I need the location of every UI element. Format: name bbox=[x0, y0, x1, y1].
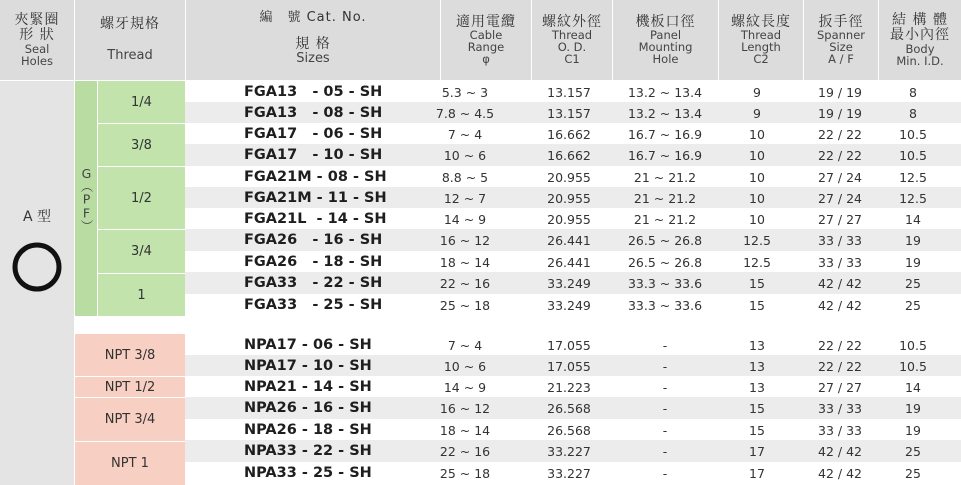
g-panel-value: 26.5 ~ 26.8 bbox=[627, 233, 703, 248]
g-cat-no: FGA21M - 11 - SH bbox=[244, 190, 387, 206]
g-len-value: 9 bbox=[753, 85, 761, 100]
npt-cable-value: 10 ~ 6 bbox=[443, 359, 487, 374]
g-panel-value: 33.3 ~ 33.6 bbox=[627, 276, 703, 291]
npt-cat-no: NPA33 - 25 - SH bbox=[244, 465, 372, 481]
g-body-value: 14 bbox=[905, 212, 921, 227]
npt-od-value: 33.227 bbox=[547, 444, 591, 459]
g-cat-no: FGA17 - 06 - SH bbox=[244, 126, 383, 142]
npt-spanner-value: 42 / 42 bbox=[818, 444, 862, 459]
g-cat-no: FGA13 - 05 - SH bbox=[244, 84, 383, 100]
g-thread-label: G（PF） bbox=[79, 166, 94, 231]
g-len-value: 10 bbox=[749, 191, 765, 206]
g-len-value: 12.5 bbox=[743, 255, 771, 270]
header-body-id: 結 構 體 最小內徑 Body Min. I.D. bbox=[879, 0, 961, 80]
seal-type-label: A 型 bbox=[22, 209, 52, 225]
npt-len-value: 17 bbox=[749, 444, 765, 459]
npt-spanner-value: 22 / 22 bbox=[818, 359, 862, 374]
npt-panel-value: - bbox=[662, 401, 668, 416]
g-cable-value: 7 ~ 4 bbox=[447, 127, 483, 142]
g-cable-value: 8.8 ~ 5 bbox=[441, 170, 489, 185]
g-panel-value: 26.5 ~ 26.8 bbox=[627, 255, 703, 270]
g-cat-no: FGA17 - 10 - SH bbox=[244, 147, 383, 163]
npt-cat-no: NPA33 - 22 - SH bbox=[244, 443, 372, 459]
npt-len-value: 15 bbox=[749, 423, 765, 438]
npt-spanner-value: 22 / 22 bbox=[818, 338, 862, 353]
npt-spanner-value: 42 / 42 bbox=[818, 466, 862, 481]
npt-body-value: 10.5 bbox=[899, 359, 927, 374]
npt-od-value: 17.055 bbox=[547, 338, 591, 353]
npt-cat-no: NPA21 - 14 - SH bbox=[244, 379, 372, 395]
npt-body-value: 25 bbox=[905, 444, 921, 459]
g-cable-value: 12 ~ 7 bbox=[443, 191, 487, 206]
npt-size-cell: NPT 1/2 bbox=[75, 377, 185, 397]
g-panel-value: 21 ~ 21.2 bbox=[633, 170, 697, 185]
g-panel-value: 16.7 ~ 16.9 bbox=[627, 148, 703, 163]
header-panel-hole: 機板口徑 Panel Mounting Hole bbox=[613, 0, 718, 80]
g-len-value: 10 bbox=[749, 170, 765, 185]
g-body-value: 12.5 bbox=[899, 170, 927, 185]
header-thread-length: 螺紋長度 Thread Length C2 bbox=[719, 0, 803, 80]
npt-cable-value: 18 ~ 14 bbox=[439, 423, 491, 438]
header-seal-holes: 夾緊圈 形 狀 Seal Holes bbox=[0, 0, 74, 80]
g-cable-value: 18 ~ 14 bbox=[439, 255, 491, 270]
g-od-value: 26.441 bbox=[547, 255, 591, 270]
header-cable-range: 適用電纜 Cable Range φ bbox=[441, 0, 531, 80]
g-len-value: 10 bbox=[749, 127, 765, 142]
npt-size-cell: NPT 3/8 bbox=[75, 334, 185, 376]
g-cat-no: FGA26 - 16 - SH bbox=[244, 232, 383, 248]
g-body-value: 10.5 bbox=[899, 148, 927, 163]
npt-len-value: 13 bbox=[749, 338, 765, 353]
npt-cat-no: NPA26 - 18 - SH bbox=[244, 422, 372, 438]
g-body-value: 8 bbox=[909, 106, 917, 121]
g-spanner-value: 19 / 19 bbox=[818, 85, 862, 100]
g-size-cell: 1 bbox=[98, 274, 185, 316]
npt-cat-no: NPA26 - 16 - SH bbox=[244, 400, 372, 416]
g-len-value: 9 bbox=[753, 106, 761, 121]
g-od-value: 13.157 bbox=[547, 106, 591, 121]
npt-cable-value: 16 ~ 12 bbox=[439, 401, 491, 416]
g-body-value: 10.5 bbox=[899, 127, 927, 142]
g-cat-no: FGA21M - 08 - SH bbox=[244, 169, 387, 185]
g-len-value: 12.5 bbox=[743, 233, 771, 248]
npt-cable-value: 7 ~ 4 bbox=[447, 338, 483, 353]
npt-cat-no: NPA17 - 10 - SH bbox=[244, 358, 372, 374]
npt-od-value: 26.568 bbox=[547, 401, 591, 416]
npt-len-value: 13 bbox=[749, 380, 765, 395]
header-thread: 螺牙規格 Thread bbox=[75, 0, 185, 80]
npt-od-value: 33.227 bbox=[547, 466, 591, 481]
npt-size-cell: NPT 1 bbox=[75, 442, 185, 485]
npt-panel-value: - bbox=[662, 423, 668, 438]
npt-size-cell: NPT 3/4 bbox=[75, 398, 185, 441]
g-panel-value: 21 ~ 21.2 bbox=[633, 212, 697, 227]
g-od-value: 33.249 bbox=[547, 298, 591, 313]
npt-len-value: 17 bbox=[749, 466, 765, 481]
g-spanner-value: 27 / 24 bbox=[818, 191, 862, 206]
g-cat-no: FGA21L - 14 - SH bbox=[244, 211, 387, 227]
g-cat-no: FGA26 - 18 - SH bbox=[244, 254, 383, 270]
g-len-value: 10 bbox=[749, 148, 765, 163]
g-cable-value: 25 ~ 18 bbox=[439, 298, 491, 313]
g-spanner-value: 33 / 33 bbox=[818, 233, 862, 248]
g-cable-value: 16 ~ 12 bbox=[439, 233, 491, 248]
g-len-value: 10 bbox=[749, 212, 765, 227]
g-cable-value: 22 ~ 16 bbox=[439, 276, 491, 291]
g-spanner-value: 22 / 22 bbox=[818, 127, 862, 142]
g-spanner-value: 27 / 27 bbox=[818, 212, 862, 227]
npt-body-value: 14 bbox=[905, 380, 921, 395]
g-body-value: 12.5 bbox=[899, 191, 927, 206]
g-size-cell: 1/4 bbox=[98, 81, 185, 123]
g-spanner-value: 22 / 22 bbox=[818, 148, 862, 163]
npt-len-value: 13 bbox=[749, 359, 765, 374]
g-od-value: 20.955 bbox=[547, 170, 591, 185]
g-od-value: 33.249 bbox=[547, 276, 591, 291]
npt-od-value: 17.055 bbox=[547, 359, 591, 374]
header-spanner: 扳手徑 Spanner Size A / F bbox=[804, 0, 878, 80]
g-size-cell: 1/2 bbox=[98, 167, 185, 229]
npt-body-value: 10.5 bbox=[899, 338, 927, 353]
npt-spanner-value: 27 / 27 bbox=[818, 380, 862, 395]
npt-cable-value: 14 ~ 9 bbox=[443, 380, 487, 395]
g-spanner-value: 19 / 19 bbox=[818, 106, 862, 121]
header-thread-od: 螺紋外徑 Thread O. D. C1 bbox=[532, 0, 612, 80]
npt-od-value: 21.223 bbox=[547, 380, 591, 395]
npt-cable-value: 25 ~ 18 bbox=[439, 466, 491, 481]
g-len-value: 15 bbox=[749, 298, 765, 313]
g-od-value: 20.955 bbox=[547, 212, 591, 227]
npt-panel-value: - bbox=[662, 338, 668, 353]
npt-panel-value: - bbox=[662, 380, 668, 395]
npt-cable-value: 22 ~ 16 bbox=[439, 444, 491, 459]
g-cable-value: 7.8 ~ 4.5 bbox=[435, 106, 495, 121]
g-body-value: 25 bbox=[905, 298, 921, 313]
seal-type-cell bbox=[0, 81, 74, 485]
o-ring-icon bbox=[10, 240, 64, 294]
npt-panel-value: - bbox=[662, 359, 668, 374]
g-body-value: 25 bbox=[905, 276, 921, 291]
g-spanner-value: 27 / 24 bbox=[818, 170, 862, 185]
g-size-cell: 3/4 bbox=[98, 230, 185, 273]
g-cat-no: FGA13 - 08 - SH bbox=[244, 105, 383, 121]
g-panel-value: 21 ~ 21.2 bbox=[633, 191, 697, 206]
g-len-value: 15 bbox=[749, 276, 765, 291]
npt-spanner-value: 33 / 33 bbox=[818, 423, 862, 438]
g-spanner-value: 42 / 42 bbox=[818, 276, 862, 291]
g-thread-cell bbox=[75, 81, 97, 316]
npt-body-value: 25 bbox=[905, 466, 921, 481]
g-cat-no: FGA33 - 25 - SH bbox=[244, 297, 383, 313]
g-cable-value: 5.3 ~ 3 bbox=[441, 85, 489, 100]
npt-body-value: 19 bbox=[905, 423, 921, 438]
npt-panel-value: - bbox=[662, 444, 668, 459]
g-cable-value: 14 ~ 9 bbox=[443, 212, 487, 227]
g-panel-value: 33.3 ~ 33.6 bbox=[627, 298, 703, 313]
g-cat-no: FGA33 - 22 - SH bbox=[244, 275, 383, 291]
g-body-value: 19 bbox=[905, 233, 921, 248]
npt-spanner-value: 33 / 33 bbox=[818, 401, 862, 416]
npt-len-value: 15 bbox=[749, 401, 765, 416]
g-od-value: 16.662 bbox=[547, 127, 591, 142]
g-spanner-value: 33 / 33 bbox=[818, 255, 862, 270]
npt-cat-no: NPA17 - 06 - SH bbox=[244, 337, 372, 353]
npt-body-value: 19 bbox=[905, 401, 921, 416]
g-spanner-value: 42 / 42 bbox=[818, 298, 862, 313]
g-od-value: 26.441 bbox=[547, 233, 591, 248]
g-panel-value: 13.2 ~ 13.4 bbox=[627, 85, 703, 100]
npt-panel-value: - bbox=[662, 466, 668, 481]
g-panel-value: 16.7 ~ 16.9 bbox=[627, 127, 703, 142]
g-od-value: 13.157 bbox=[547, 85, 591, 100]
g-od-value: 16.662 bbox=[547, 148, 591, 163]
g-body-value: 8 bbox=[909, 85, 917, 100]
g-size-cell: 3/8 bbox=[98, 124, 185, 166]
g-od-value: 20.955 bbox=[547, 191, 591, 206]
g-cable-value: 10 ~ 6 bbox=[443, 148, 487, 163]
header-cat-no: 編 號 Cat. No. 規 格 Sizes bbox=[186, 0, 440, 80]
g-panel-value: 13.2 ~ 13.4 bbox=[627, 106, 703, 121]
g-body-value: 19 bbox=[905, 255, 921, 270]
npt-od-value: 26.568 bbox=[547, 423, 591, 438]
